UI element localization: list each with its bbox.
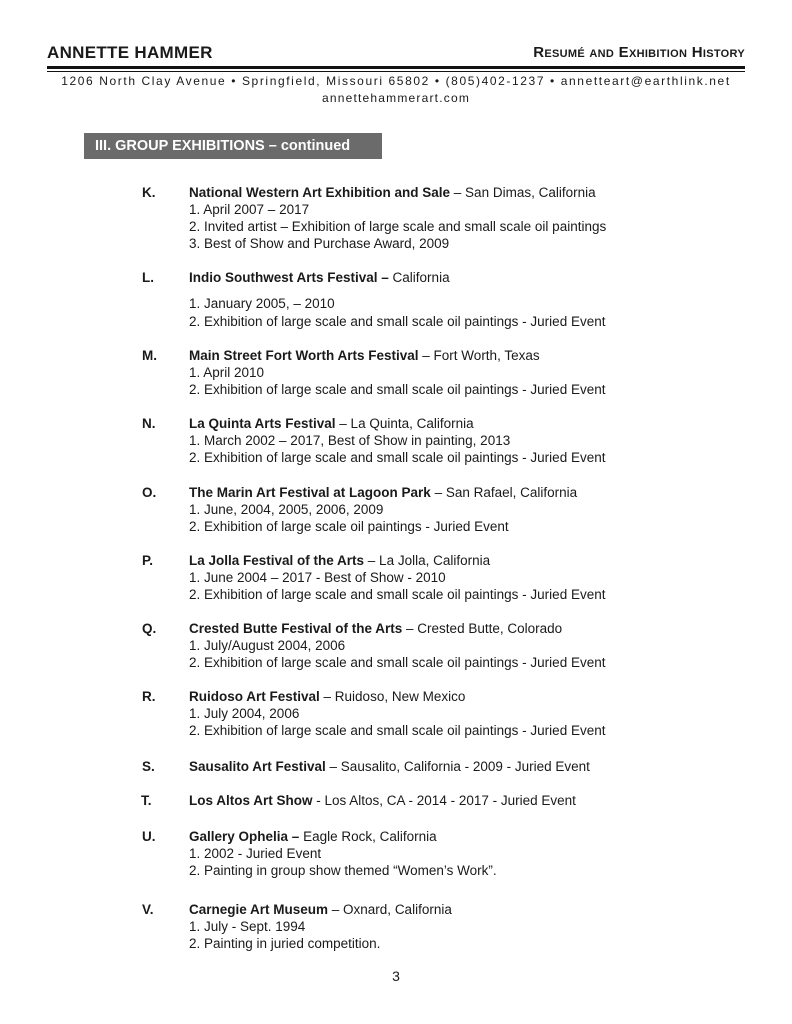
website: annettehammerart.com — [321, 91, 471, 105]
entry-detail-item: 1. July 2004, 2006 — [189, 706, 300, 721]
entry-detail-item: 2. Exhibition of large scale and small scale oil paintings - Juried Event — [189, 587, 606, 602]
exhibition-name: Crested Butte Festival of the Arts — [189, 621, 403, 636]
entry-letter: T. — [141, 793, 152, 808]
exhibition-location: – San Rafael, California — [430, 485, 578, 500]
document-title: Resumé and Exhibition History — [533, 44, 745, 61]
exhibition-location: California — [388, 270, 450, 285]
header-rule-thick — [47, 66, 745, 69]
exhibition-location: – Crested Butte, Colorado — [402, 621, 563, 636]
entry-title — [189, 621, 562, 636]
entry-title — [189, 485, 577, 500]
entry-letter: R. — [142, 689, 156, 704]
entry-letter: P. — [142, 553, 154, 568]
exhibition-name: The Marin Art Festival at Lagoon Park — [189, 485, 431, 500]
entry-detail-item: 1. April 2007 – 2017 — [189, 202, 310, 217]
entry-title — [189, 348, 540, 363]
entry-letter: O. — [142, 485, 157, 500]
entry-detail-item: 1. June 2004 – 2017 - Best of Show - 2010 — [189, 570, 446, 585]
exhibition-location: – Ruidoso, New Mexico — [319, 689, 466, 704]
entry-detail-item: 3. Best of Show and Purchase Award, 2009 — [189, 236, 450, 251]
entry-detail-item: 2. Invited artist – Exhibition of large scale and small scale oil paintings — [189, 219, 607, 234]
exhibition-location: – San Dimas, California — [450, 185, 596, 200]
exhibition-name: La Jolla Festival of the Arts — [189, 553, 365, 568]
header-rule-thin — [47, 71, 745, 72]
entry-title — [189, 185, 596, 200]
entry-title — [189, 270, 450, 285]
exhibition-name: La Quinta Arts Festival — [189, 416, 336, 431]
exhibition-name: Main Street Fort Worth Arts Festival — [189, 348, 419, 363]
exhibition-name: Sausalito Art Festival — [189, 759, 326, 774]
entry-letter: V. — [142, 902, 154, 917]
exhibition-location: – La Jolla, California — [364, 553, 491, 568]
exhibition-location: – Oxnard, California — [328, 902, 452, 917]
page-number: 3 — [392, 968, 400, 984]
contact-line: 1206 North Clay Avenue • Springfield, Missouri 65802 • (805)402-1237 • annetteart@earthlink.net — [61, 74, 731, 88]
entry-detail-item: 2. Painting in juried competition. — [189, 936, 381, 951]
entry-detail-item: 2. Exhibition of large scale and small scale oil paintings - Juried Event — [189, 655, 606, 670]
entry-detail-item: 1. March 2002 – 2017, Best of Show in painting, 2013 — [189, 433, 511, 448]
entry-detail-item: 1. July/August 2004, 2006 — [189, 638, 346, 653]
exhibition-name: Indio Southwest Arts Festival – — [189, 270, 389, 285]
entry-title — [189, 902, 452, 917]
entry-detail-item: 1. June, 2004, 2005, 2006, 2009 — [189, 502, 384, 517]
entry-detail-item: 2. Exhibition of large scale and small scale oil paintings - Juried Event — [189, 382, 606, 397]
entry-letter: L. — [142, 270, 154, 285]
exhibition-location: Eagle Rock, California — [299, 829, 437, 844]
entry-detail-item: 1. January 2005, – 2010 — [189, 296, 335, 311]
entry-letter: Q. — [142, 621, 157, 636]
entry-detail-item: 2. Exhibition of large scale and small scale oil paintings - Juried Event — [189, 450, 606, 465]
entry-title — [189, 416, 474, 431]
entry-title — [189, 759, 590, 774]
entry-detail-item: 2. Exhibition of large scale oil paintings - Juried Event — [189, 519, 509, 534]
exhibition-name: Los Altos Art Show — [189, 793, 313, 808]
entry-detail-item: 2. Exhibition of large scale and small scale oil paintings - Juried Event — [189, 723, 606, 738]
exhibition-location: – La Quinta, California — [335, 416, 474, 431]
entry-title — [189, 553, 490, 568]
entry-detail-item: 2. Exhibition of large scale and small scale oil paintings - Juried Event — [189, 314, 606, 329]
exhibition-location: – Fort Worth, Texas — [418, 348, 540, 363]
exhibition-name: Carnegie Art Museum — [189, 902, 329, 917]
exhibition-location: - Los Altos, CA - 2014 - 2017 - Juried Event — [312, 793, 576, 808]
entry-letter: U. — [142, 829, 156, 844]
entry-title — [189, 829, 437, 844]
entry-letter: K. — [142, 185, 156, 200]
entry-detail-item: 2. Painting in group show themed “Women’s Work”. — [189, 863, 497, 878]
entry-letter: S. — [142, 759, 155, 774]
exhibition-location: – Sausalito, California - 2009 - Juried Event — [325, 759, 590, 774]
entry-title — [189, 793, 576, 808]
entry-detail-item: 1. July - Sept. 1994 — [189, 919, 306, 934]
entry-title — [189, 689, 465, 704]
exhibition-name: National Western Art Exhibition and Sale — [189, 185, 451, 200]
exhibition-name: Ruidoso Art Festival — [189, 689, 320, 704]
entry-letter: N. — [142, 416, 156, 431]
entry-letter: M. — [142, 348, 157, 363]
entry-detail-item: 1. April 2010 — [189, 365, 265, 380]
entry-detail-item: 1. 2002 - Juried Event — [189, 846, 322, 861]
exhibition-name: Gallery Ophelia – — [189, 829, 300, 844]
header-name: ANNETTE HAMMER — [47, 43, 213, 62]
section-heading: III. GROUP EXHIBITIONS – continued — [84, 133, 382, 159]
